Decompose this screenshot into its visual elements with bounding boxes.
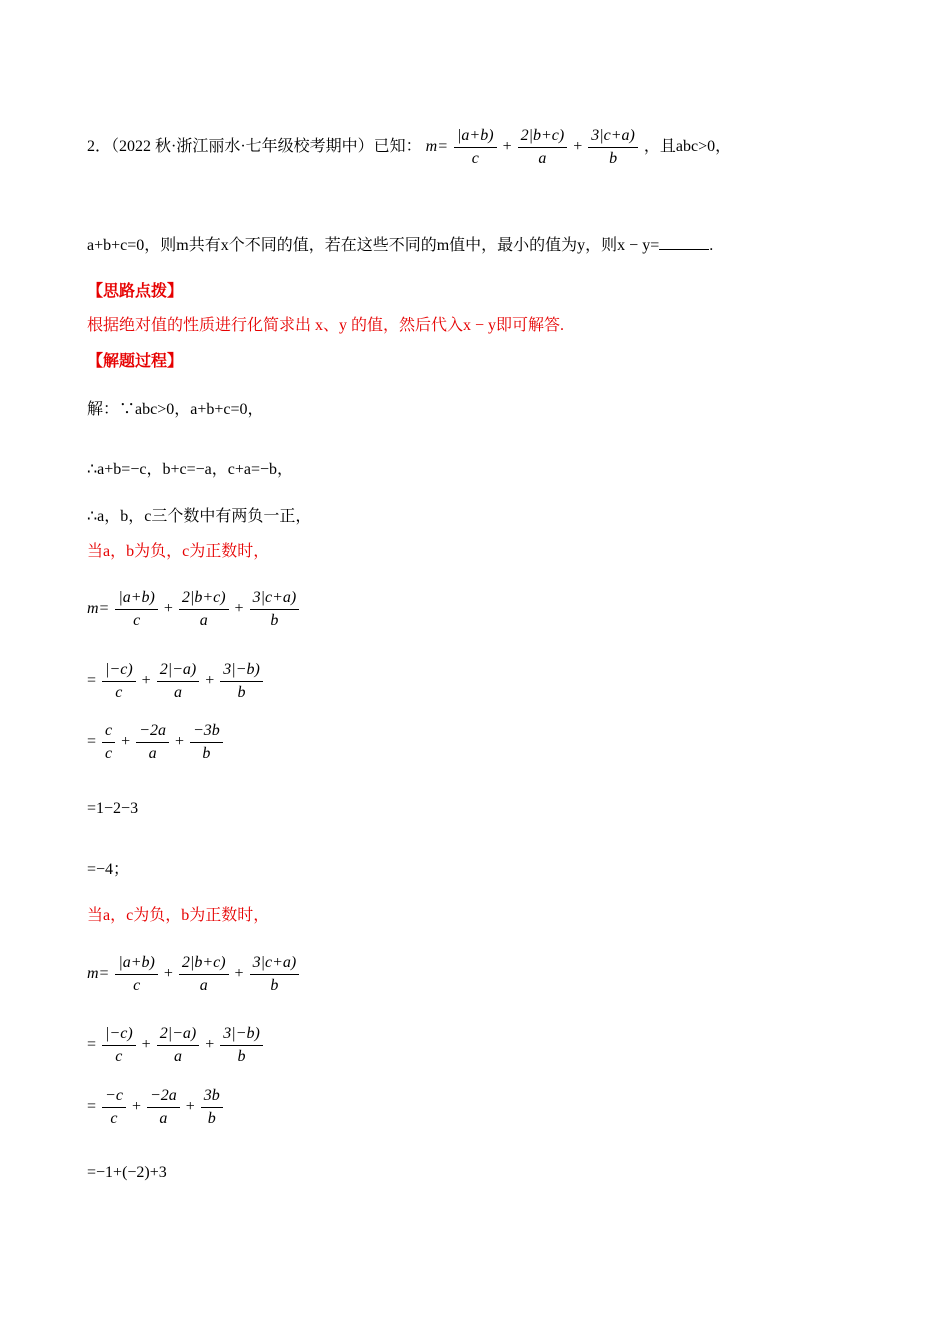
fraction: $\frac{2|-a)}{a}$ (157, 1026, 200, 1065)
case-1-row-2: = $\frac{|-c)}{c}$ + $\frac{2|-a)}{a}$ + $\frac{3|-b)}{b}$ (87, 662, 265, 701)
case-1-row-1: m= $\frac{|a+b)}{c}$ + $\frac{2|b+c)}{a}$ + $\frac{3|c+a)}{b}$ (87, 590, 301, 629)
fraction: $\frac{-2a}{a}$ (136, 723, 169, 762)
fraction-2: $\frac{2|b+c)}{a}$ (518, 128, 568, 167)
fraction: $\frac{-3b}{b}$ (190, 723, 223, 762)
case-1-result: =−4； (87, 861, 130, 878)
hint-text: 根据绝对值的性质进行化简求出 x、y 的值，然后代入x − y即可解答. (87, 317, 565, 334)
fraction: $\frac{2|b+c)}{a}$ (179, 590, 229, 629)
case-2-row-4: =−1+(−2)+3 (87, 1164, 167, 1181)
fraction: $\frac{3b}{b}$ (201, 1088, 223, 1127)
fraction: $\frac{-c}{c}$ (102, 1088, 126, 1127)
question-end: . (709, 237, 714, 254)
case-1-heading: 当a，b为负，c为正数时， (87, 543, 270, 560)
process-title: 【解题过程】 (87, 353, 184, 370)
fraction: $\frac{|a+b)}{c}$ (115, 590, 158, 629)
question-prefix: 2．（2022 秋·浙江丽水·七年级校考期中）已知： (87, 138, 422, 156)
fraction: $\frac{3|c+a)}{b}$ (250, 590, 300, 629)
process-line-3: ∴a，b，c三个数中有两负一正， (87, 508, 312, 525)
process-line-1: 解：∵abc>0，a+b+c=0， (87, 401, 264, 418)
case-2-row-3: = $\frac{-c}{c}$ + $\frac{-2a}{a}$ + $\frac{3b}{b}$ (87, 1088, 225, 1127)
fraction: $\frac{3|c+a)}{b}$ (250, 955, 300, 994)
case-2-heading: 当a，c为负，b为正数时， (87, 907, 270, 924)
question-condition-2: a+b+c=0，则m共有x个不同的值，若在这些不同的m值中，最小的值为y，则x − y= (87, 237, 660, 254)
hint-title: 【思路点拨】 (87, 283, 184, 300)
plus-sign: + (573, 138, 583, 156)
case-2-row-1: m= $\frac{|a+b)}{c}$ + $\frac{2|b+c)}{a}$ + $\frac{3|c+a)}{b}$ (87, 955, 301, 994)
fraction: $\frac{|-c)}{c}$ (102, 1026, 136, 1065)
fraction: $\frac{3|-b)}{b}$ (220, 662, 263, 701)
process-line-2: ∴a+b=−c，b+c=−a，c+a=−b， (87, 461, 294, 478)
case-2-row-2: = $\frac{|-c)}{c}$ + $\frac{2|-a)}{a}$ + $\frac{3|-b)}{b}$ (87, 1026, 265, 1065)
plus-sign: + (502, 138, 512, 156)
question-line-1 (87, 128, 731, 167)
fraction: $\frac{|a+b)}{c}$ (115, 955, 158, 994)
fraction-3: $\frac{3|c+a)}{b}$ (588, 128, 638, 167)
fraction: $\frac{3|-b)}{b}$ (220, 1026, 263, 1065)
m-equals: m= (425, 138, 449, 156)
fraction: $\frac{|-c)}{c}$ (102, 662, 136, 701)
fraction: $\frac{2|b+c)}{a}$ (179, 955, 229, 994)
question-line-2 (87, 235, 713, 254)
fraction: $\frac{-2a}{a}$ (147, 1088, 180, 1127)
case-1-row-3: = $\frac{c}{c}$ + $\frac{-2a}{a}$ + $\frac{-3b}{b}$ (87, 723, 225, 762)
answer-blank (659, 235, 709, 250)
fraction: $\frac{2|-a)}{a}$ (157, 662, 200, 701)
case-1-row-4: =1−2−3 (87, 800, 139, 817)
condition-1: ，且abc>0， (643, 138, 732, 156)
fraction: $\frac{c}{c}$ (102, 723, 115, 762)
fraction-1: $\frac{|a+b)}{c}$ (454, 128, 497, 167)
